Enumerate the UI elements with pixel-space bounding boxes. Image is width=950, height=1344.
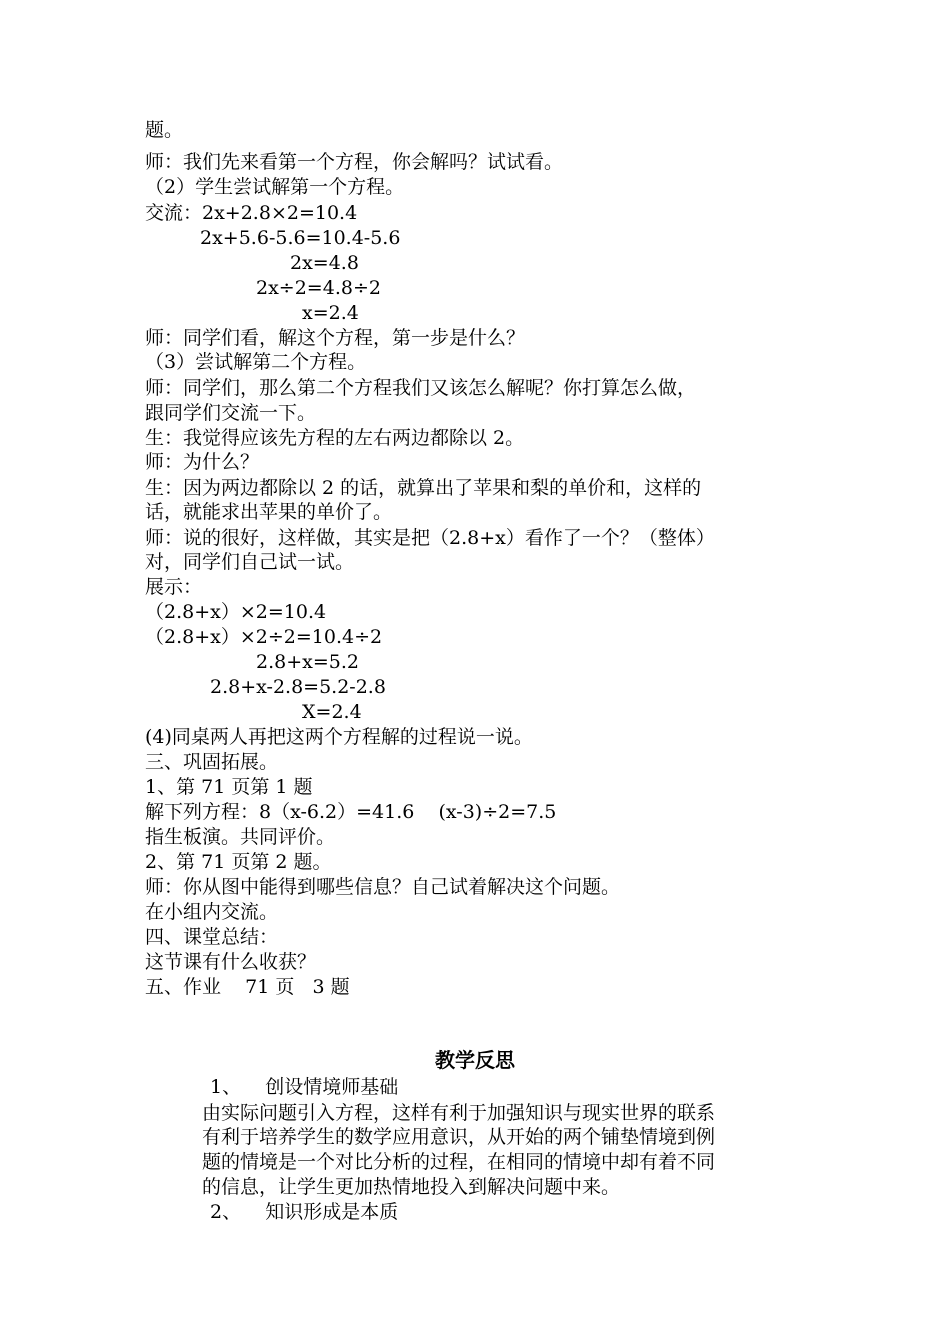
text-line: 展示： (145, 576, 203, 598)
reflection-line: 的信息，让学生更加热情地投入到解决问题中来。 (202, 1176, 621, 1198)
text-line: 师：你从图中能得到哪些信息？自己试着解决这个问题。 (145, 876, 621, 898)
section-heading: 三、巩固拓展。 (145, 751, 279, 773)
reflection-line: 1、 创设情境师基础 (210, 1076, 399, 1098)
text-line: 解下列方程：8（x-6.2）=41.6 (x-3)÷2=7.5 (145, 801, 557, 823)
equation-step: 2x÷2=4.8÷2 (256, 277, 381, 299)
text-line: 师：说的很好，这样做，其实是把（2.8+x）看作了一个？（整体） (145, 527, 715, 549)
equation-step: X=2.4 (302, 701, 362, 723)
text-line: 交流：2x+2.8×2=10.4 (145, 202, 358, 224)
text-line: 1、第 71 页第 1 题 (145, 776, 313, 798)
text-line: 2、第 71 页第 2 题。 (145, 851, 332, 873)
reflection-title: 教学反思 (435, 1048, 515, 1072)
text-line: 师：为什么？ (145, 451, 260, 473)
reflection-line: 有利于培养学生的数学应用意识，从开始的两个铺垫情境到例 (202, 1126, 716, 1148)
text-line: 生：因为两边都除以 2 的话，就算出了苹果和梨的单价和，这样的 (145, 477, 702, 499)
text-line: （3）尝试解第二个方程。 (145, 351, 367, 373)
equation-step: 2x+5.6-5.6=10.4-5.6 (200, 227, 401, 249)
text-line: 师：同学们，那么第二个方程我们又该怎么解呢？你打算怎么做， (145, 377, 697, 399)
text-line: 跟同学们交流一下。 (145, 402, 317, 424)
text-line: 在小组内交流。 (145, 901, 279, 923)
equation-step: （2.8+x）×2÷2=10.4÷2 (145, 626, 383, 648)
text-line: （2）学生尝试解第一个方程。 (145, 176, 405, 198)
reflection-line: 由实际问题引入方程，这样有利于加强知识与现实世界的联系 (202, 1102, 716, 1124)
equation-step: 2.8+x=5.2 (256, 651, 359, 673)
equation-step: x=2.4 (302, 302, 359, 324)
text-line: 对，同学们自己试一试。 (145, 551, 355, 573)
text-line: 题。 (145, 119, 184, 141)
text-line: 这节课有什么收获？ (145, 951, 317, 973)
text-line: 师：同学们看，解这个方程，第一步是什么？ (145, 327, 526, 349)
equation-step: 2x=4.8 (290, 252, 359, 274)
text-line: 师：我们先来看第一个方程，你会解吗？试试看。 (145, 151, 564, 173)
equation-step: （2.8+x）×2=10.4 (145, 601, 327, 623)
section-heading: 五、作业 71 页 3 题 (145, 976, 350, 998)
equation-step: 2.8+x-2.8=5.2-2.8 (210, 676, 386, 698)
reflection-line: 2、 知识形成是本质 (210, 1201, 399, 1223)
text-line: 生：我觉得应该先方程的左右两边都除以 2。 (145, 427, 525, 449)
text-line: 话，就能求出苹果的单价了。 (145, 501, 393, 523)
section-heading: 四、课堂总结： (145, 926, 279, 948)
reflection-line: 题的情境是一个对比分析的过程，在相同的情境中却有着不同 (202, 1151, 716, 1173)
text-line: (4)同桌两人再把这两个方程解的过程说一说。 (145, 726, 533, 748)
text-line: 指生板演。共同评价。 (145, 826, 336, 848)
